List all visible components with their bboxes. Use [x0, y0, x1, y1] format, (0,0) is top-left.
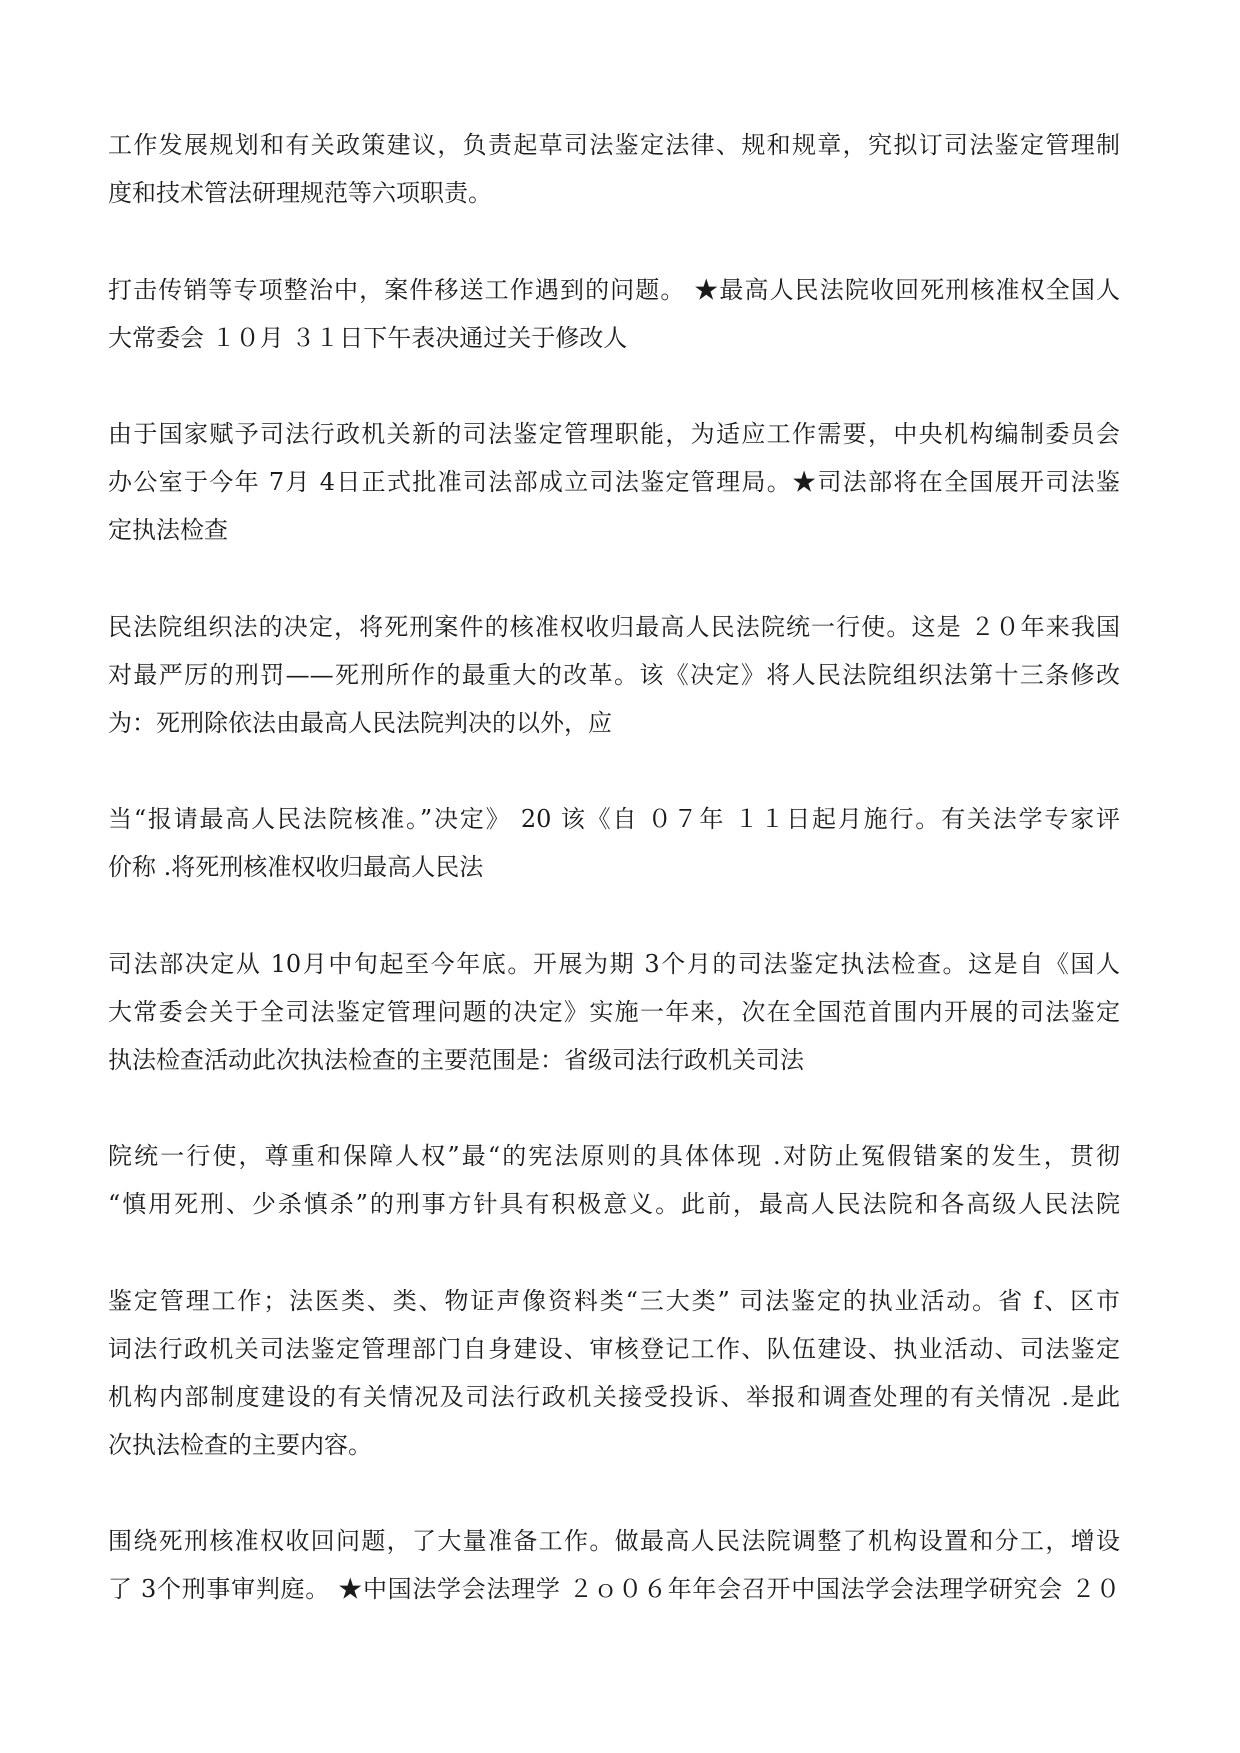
text-line: 定执法检查: [108, 516, 228, 544]
text-line: 打击传销等专项整治中，案件移送工作遇到的问题。 ★最高人民法院收回死刑核准权全国人: [108, 275, 1120, 304]
paragraph: [108, 603, 1120, 747]
document-body: [108, 121, 1120, 1662]
text-line: 由于国家赋予司法行政机关新的司法鉴定管理职能，为适应工作需要，中央机构编制委员会: [108, 420, 1120, 448]
text-line: 次执法检查的主要内容。: [108, 1430, 372, 1459]
text-line: 大常委会关于全司法鉴定管理问题的决定》实施一年来，次在全国范首围内开展的司法鉴定: [108, 997, 1120, 1026]
text-line: 价称 .将死刑核准权收归最高人民法: [108, 853, 484, 881]
text-line: 执法检查活动此次执法检查的主要范围是：省级司法行政机关司法: [108, 1045, 804, 1074]
paragraph: [108, 940, 1120, 1084]
paragraph: [108, 1132, 1120, 1228]
paragraph: [108, 1517, 1120, 1613]
text-line: “慎用死刑、少杀慎杀”的刑事方针具有积极意义。此前，最高人民法院和各高级人民法院: [108, 1190, 1120, 1218]
paragraph: [108, 121, 1120, 217]
text-line: 机构内部制度建设的有关情况及司法行政机关接受投诉、举报和调查处理的有关情况 .是此: [108, 1382, 1120, 1411]
text-line: 对最严厉的刑罚——死刑所作的最重大的改革。该《决定》将人民法院组织法第十三条修改: [108, 660, 1120, 689]
paragraph: [108, 1277, 1120, 1469]
text-line: 大常委会 １０月 ３１日下午表决通过关于修改人: [108, 323, 628, 352]
text-line: 为：死刑除依法由最高人民法院判决的以外，应: [108, 708, 612, 737]
text-line: 院统一行使，尊重和保障人权”最“的宪法原则的具体体现 .对防止冤假错案的发生，贯彻: [108, 1142, 1120, 1170]
text-line: 了 3个刑事审判庭。 ★中国法学会法理学 ２ｏ０６年年会召开中国法学会法理学研究会 ２０: [108, 1575, 1120, 1603]
text-line: 当“报请最高人民法院核准。”决定》 20 该《自 ０７年 １１日起月施行。有关法学专家评: [108, 805, 1120, 833]
text-line: 鉴定管理工作；法医类、类、物证声像资料类“三大类” 司法鉴定的执业活动。省 f、区市: [108, 1286, 1120, 1315]
text-line: 民法院组织法的决定，将死刑案件的核准权收归最高人民法院统一行使。这是 ２０年来我国: [108, 612, 1120, 641]
paragraph: [108, 410, 1120, 554]
text-line: 办公室于今年 7月 4日正式批准司法部成立司法鉴定管理局。★司法部将在全国展开司法鉴: [108, 468, 1120, 496]
paragraph: [108, 795, 1120, 891]
text-line: 围绕死刑核准权收回问题，了大量准备工作。做最高人民法院调整了机构设置和分工，增设: [108, 1527, 1120, 1555]
text-line: 度和技术管法研理规范等六项职责。: [108, 179, 492, 207]
text-line: 工作发展规划和有关政策建议，负责起草司法鉴定法律、规和规章，究拟订司法鉴定管理制: [108, 131, 1120, 159]
paragraph: [108, 266, 1120, 362]
text-line: 司法部决定从 10月中旬起至今年底。开展为期 3个月的司法鉴定执法检查。这是自《国人: [108, 949, 1120, 978]
text-line: 词法行政机关司法鉴定管理部门自身建设、审核登记工作、队伍建设、执业活动、司法鉴定: [108, 1334, 1120, 1363]
